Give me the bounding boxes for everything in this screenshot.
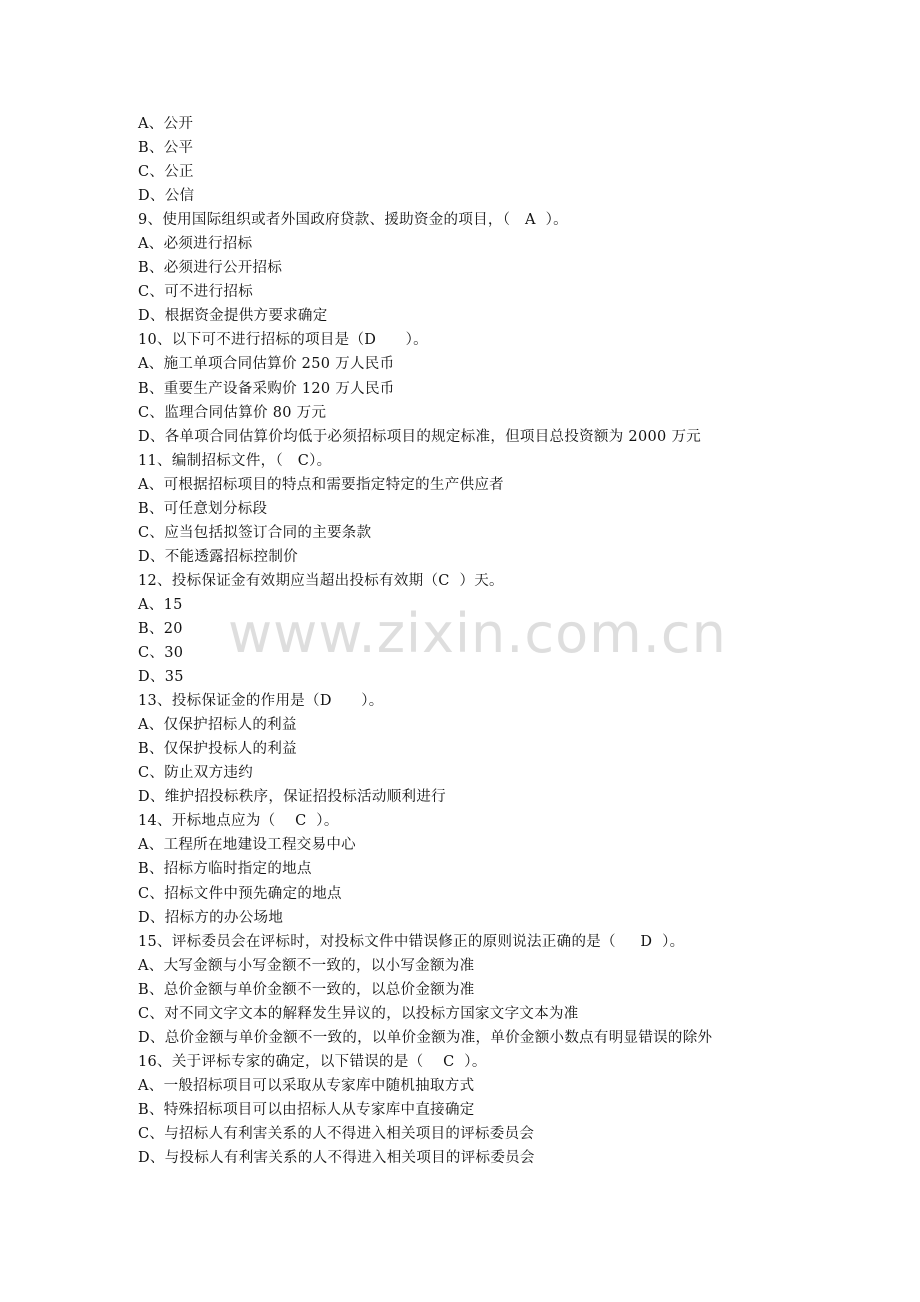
text-line: A、工程所在地建设工程交易中心 bbox=[138, 837, 356, 854]
text-line: D、根据资金提供方要求确定 bbox=[138, 308, 328, 325]
text-line: C、可不进行招标 bbox=[138, 284, 253, 301]
text-line: C、对不同文字文本的解释发生异议的，以投标方国家文字文本为准 bbox=[138, 1005, 579, 1022]
text-line: C、招标文件中预先确定的地点 bbox=[138, 885, 342, 902]
text-line: 14、开标地点应为（ C ）。 bbox=[138, 813, 339, 830]
text-line: B、特殊招标项目可以由招标人从专家库中直接确定 bbox=[138, 1101, 475, 1118]
text-line: B、必须进行公开招标 bbox=[138, 260, 283, 277]
text-line: 9、使用国际组织或者外国政府贷款、援助资金的项目，（ A ）。 bbox=[138, 212, 568, 229]
text-line: B、总价金额与单价金额不一致的，以总价金额为准 bbox=[138, 981, 475, 998]
text-line: A、可根据招标项目的特点和需要指定特定的生产供应者 bbox=[138, 476, 504, 493]
text-line: B、可任意划分标段 bbox=[138, 500, 268, 517]
text-line: C、30 bbox=[138, 645, 184, 662]
text-line: D、各单项合同估算价均低于必须招标项目的规定标准，但项目总投资额为 2000 万元 bbox=[138, 428, 702, 445]
text-line: D、35 bbox=[138, 669, 184, 686]
document-body bbox=[138, 112, 818, 1170]
text-line: C、监理合同估算价 80 万元 bbox=[138, 404, 327, 421]
text-line: B、招标方临时指定的地点 bbox=[138, 861, 312, 878]
watermark: www.zixin.com.cn bbox=[228, 602, 727, 665]
text-line: D、公信 bbox=[138, 188, 195, 205]
text-line: B、20 bbox=[138, 620, 183, 637]
text-line: A、施工单项合同估算价 250 万人民币 bbox=[138, 356, 395, 373]
text-line: 16、关于评标专家的确定，以下错误的是（ C ）。 bbox=[138, 1053, 487, 1070]
text-line: 10、以下可不进行招标的项目是（D ）。 bbox=[138, 332, 428, 349]
text-line: B、重要生产设备采购价 120 万人民币 bbox=[138, 380, 395, 397]
text-line: 15、评标委员会在评标时，对投标文件中错误修正的原则说法正确的是（ D ）。 bbox=[138, 933, 685, 950]
text-line: C、公正 bbox=[138, 164, 194, 181]
text-line: A、公开 bbox=[138, 116, 194, 132]
text-line: C、防止双方违约 bbox=[138, 765, 253, 782]
text-line: 12、投标保证金有效期应当超出投标有效期（C ）天。 bbox=[138, 572, 504, 589]
text-line: A、必须进行招标 bbox=[138, 236, 253, 253]
text-line: B、公平 bbox=[138, 140, 194, 157]
text-line: D、不能透露招标控制价 bbox=[138, 548, 298, 565]
text-line: A、一般招标项目可以采取从专家库中随机抽取方式 bbox=[138, 1077, 475, 1094]
text-line: A、15 bbox=[138, 596, 183, 613]
text-line: D、总价金额与单价金额不一致的，以单价金额为准，单价金额小数点有明显错误的除外 bbox=[138, 1029, 713, 1046]
text-line: B、仅保护投标人的利益 bbox=[138, 741, 297, 758]
text-line: C、与招标人有利害关系的人不得进入相关项目的评标委员会 bbox=[138, 1125, 535, 1142]
text-line: A、大写金额与小写金额不一致的，以小写金额为准 bbox=[138, 957, 475, 974]
text-line: D、与投标人有利害关系的人不得进入相关项目的评标委员会 bbox=[138, 1150, 535, 1167]
text-line: D、维护招投标秩序，保证招投标活动顺利进行 bbox=[138, 789, 446, 806]
text-line: 11、编制招标文件，（ C）。 bbox=[138, 452, 332, 469]
text-line: A、仅保护招标人的利益 bbox=[138, 717, 297, 734]
text-line: 13、投标保证金的作用是（D ）。 bbox=[138, 693, 384, 710]
text-line: C、应当包括拟签订合同的主要条款 bbox=[138, 524, 372, 541]
text-line: D、招标方的办公场地 bbox=[138, 909, 284, 926]
